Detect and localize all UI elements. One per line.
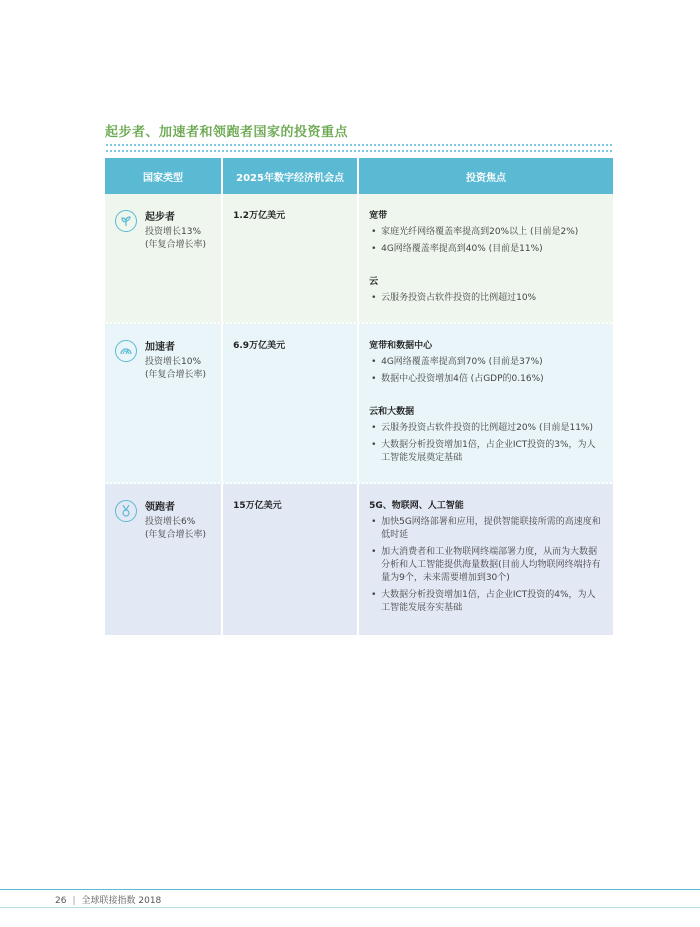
page-title: 起步者、加速者和领跑者国家的投资重点 — [105, 125, 349, 140]
country-type-name: 加速者 — [145, 342, 175, 353]
country-type-name: 领跑者 — [145, 502, 175, 513]
table-row — [105, 484, 613, 635]
footer-rule-lower — [0, 907, 700, 908]
focus-item: • 云服务投资占软件投资的比例超过10% — [369, 292, 603, 305]
focus-item: • 大数据分析投资增加1倍，占企业ICT投资的4%，为人工智能发展夯实基础 — [369, 589, 603, 615]
table-row — [105, 324, 613, 482]
focus-item: • 4G网络覆盖率提高到40% (目前是11%) — [369, 243, 603, 256]
page-number: 26 — [55, 896, 67, 906]
medal-icon — [115, 500, 137, 522]
opportunity-amount: 1.2万亿美元 — [233, 211, 286, 221]
focus-item: • 加快5G网络部署和应用，提供智能联接所需的高速度和低时延 — [369, 516, 603, 542]
growth-note: (年复合增长率) — [145, 240, 207, 250]
country-type-name: 起步者 — [145, 212, 175, 223]
dotted-rule-bottom — [105, 150, 613, 152]
growth-rate: 投资增长10% — [145, 357, 202, 367]
focus-heading: 宽带和数据中心 — [369, 341, 433, 351]
focus-item: • 4G网络覆盖率提高到70% (目前是37%) — [369, 356, 603, 369]
publication-title: 全球联接指数 2018 — [81, 896, 162, 906]
growth-rate: 投资增长13% — [145, 227, 202, 237]
opportunity-amount: 6.9万亿美元 — [233, 341, 286, 351]
page-footer: 26 | 全球联接指数 2018 — [55, 896, 162, 906]
focus-heading: 5G、物联网、人工智能 — [369, 501, 464, 511]
focus-item: • 云服务投资占软件投资的比例超过20% (目前是11%) — [369, 422, 603, 435]
footer-rule — [0, 889, 700, 890]
growth-note: (年复合增长率) — [145, 370, 207, 380]
header-opportunity: 2025年数字经济机会点 — [236, 172, 344, 184]
speedometer-icon — [115, 340, 137, 362]
investment-table — [105, 158, 613, 635]
focus-item: • 家庭光纤网络覆盖率提高到20%以上 (目前是2%) — [369, 226, 603, 239]
growth-note: (年复合增长率) — [145, 530, 207, 540]
header-focus: 投资焦点 — [465, 172, 506, 184]
focus-item: • 数据中心投资增加4倍 (占GDP的0.16%) — [369, 373, 603, 386]
growth-rate: 投资增长6% — [145, 517, 196, 527]
focus-heading: 云和大数据 — [369, 407, 415, 417]
focus-heading: 云 — [369, 277, 379, 287]
table-row — [105, 194, 613, 322]
dotted-rule-top — [105, 144, 613, 146]
focus-heading: 宽带 — [369, 211, 388, 221]
sprout-icon — [115, 210, 137, 232]
focus-item: • 大数据分析投资增加1倍，占企业ICT投资的3%，为人工智能发展奠定基础 — [369, 439, 603, 465]
opportunity-amount: 15万亿美元 — [233, 501, 282, 511]
focus-item: • 加大消费者和工业物联网终端部署力度，从而为大数据分析和人工智能提供海量数据(目前人均物联网终端持有量为9个，未来需要增加到30个) — [369, 546, 603, 585]
header-country-type: 国家类型 — [143, 172, 184, 184]
table-header — [105, 158, 613, 194]
